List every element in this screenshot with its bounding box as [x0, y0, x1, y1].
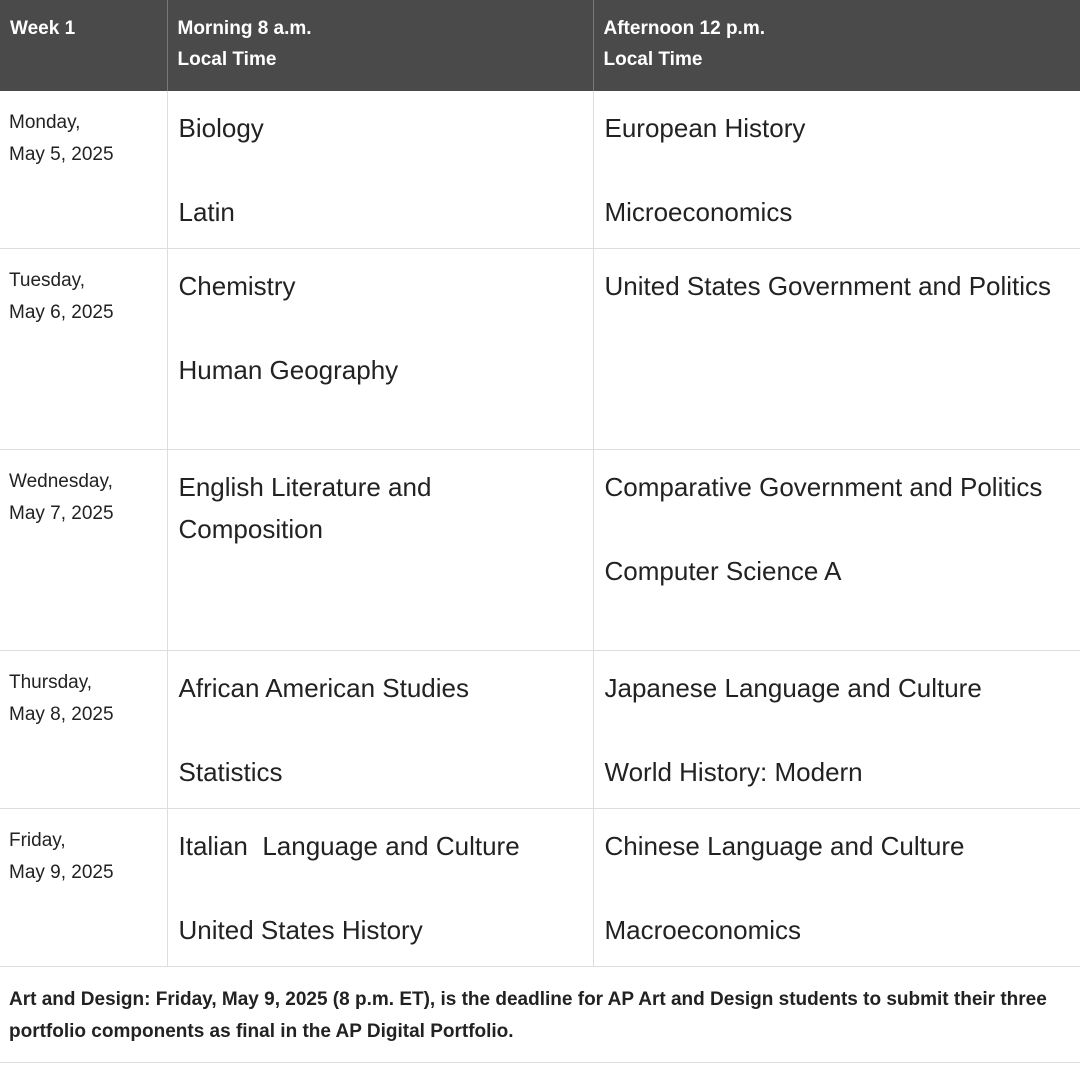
table-body: [0, 91, 1080, 1063]
table-row-tuesday: [0, 249, 1080, 450]
table-row-thursday: [0, 651, 1080, 809]
exam-name: Biology: [178, 113, 264, 143]
table-row-wednesday: [0, 450, 1080, 651]
table-row-note: [0, 967, 1080, 1063]
exam-name: Chemistry: [178, 271, 296, 301]
header-week: [0, 0, 167, 91]
morning-cell: [167, 91, 593, 249]
afternoon-cell: [593, 651, 1080, 809]
afternoon-cell: [593, 249, 1080, 450]
day-name: Thursday,: [9, 672, 93, 693]
morning-cell: [167, 651, 593, 809]
exam-name: Italian Language and Culture: [178, 831, 520, 861]
art-design-note: Art and Design: Friday, May 9, 2025 (8 p.m. ET), is the deadline for AP Art and Design students to submit their three portfolio components as final in the AP Digital Portfolio.: [0, 967, 1080, 1063]
day-date: May 5, 2025: [9, 144, 114, 165]
day-cell: [0, 450, 167, 651]
exam-name: Latin: [178, 197, 235, 227]
header-afternoon-time: Afternoon 12 p.m.: [603, 18, 766, 39]
exam-name: Macroeconomics: [604, 915, 802, 945]
afternoon-cell: [593, 91, 1080, 249]
exam-name: United States Government and Politics: [604, 271, 1052, 301]
exam-name: Chinese Language and Culture: [604, 831, 965, 861]
exam-name: English Literature and Composition: [178, 472, 432, 544]
day-cell: [0, 249, 167, 450]
exam-name: Japanese Language and Culture: [604, 673, 982, 703]
exam-name: Computer Science A: [604, 556, 842, 586]
day-date: May 8, 2025: [9, 704, 114, 725]
day-name: Monday,: [9, 112, 81, 133]
day-date: May 9, 2025: [9, 862, 114, 883]
exam-name: United States History: [178, 915, 423, 945]
exam-name: European History: [604, 113, 806, 143]
exam-name: Microeconomics: [604, 197, 793, 227]
day-date: May 7, 2025: [9, 503, 114, 524]
day-name: Wednesday,: [9, 471, 113, 492]
exam-name: Statistics: [178, 757, 283, 787]
header-row: [0, 0, 1080, 91]
day-cell: [0, 651, 167, 809]
header-week-label: Week 1: [10, 18, 76, 39]
afternoon-cell: [593, 450, 1080, 651]
header-afternoon: [593, 0, 1080, 91]
header-morning: [167, 0, 593, 91]
morning-cell: [167, 809, 593, 967]
day-cell: [0, 809, 167, 967]
exam-name: Human Geography: [178, 355, 399, 385]
day-name: Friday,: [9, 830, 66, 851]
day-name: Tuesday,: [9, 270, 86, 291]
table-header: [0, 0, 1080, 91]
exam-name: African American Studies: [178, 673, 469, 703]
header-morning-local: Local Time: [177, 49, 277, 70]
morning-cell: [167, 249, 593, 450]
table-row-monday: [0, 91, 1080, 249]
morning-cell: [167, 450, 593, 651]
exam-name: World History: Modern: [604, 757, 863, 787]
day-date: May 6, 2025: [9, 302, 114, 323]
exam-name: Comparative Government and Politics: [604, 472, 1043, 502]
day-cell: [0, 91, 167, 249]
table-row-friday: [0, 809, 1080, 967]
header-afternoon-local: Local Time: [603, 49, 703, 70]
afternoon-cell: [593, 809, 1080, 967]
header-morning-time: Morning 8 a.m.: [177, 18, 312, 39]
